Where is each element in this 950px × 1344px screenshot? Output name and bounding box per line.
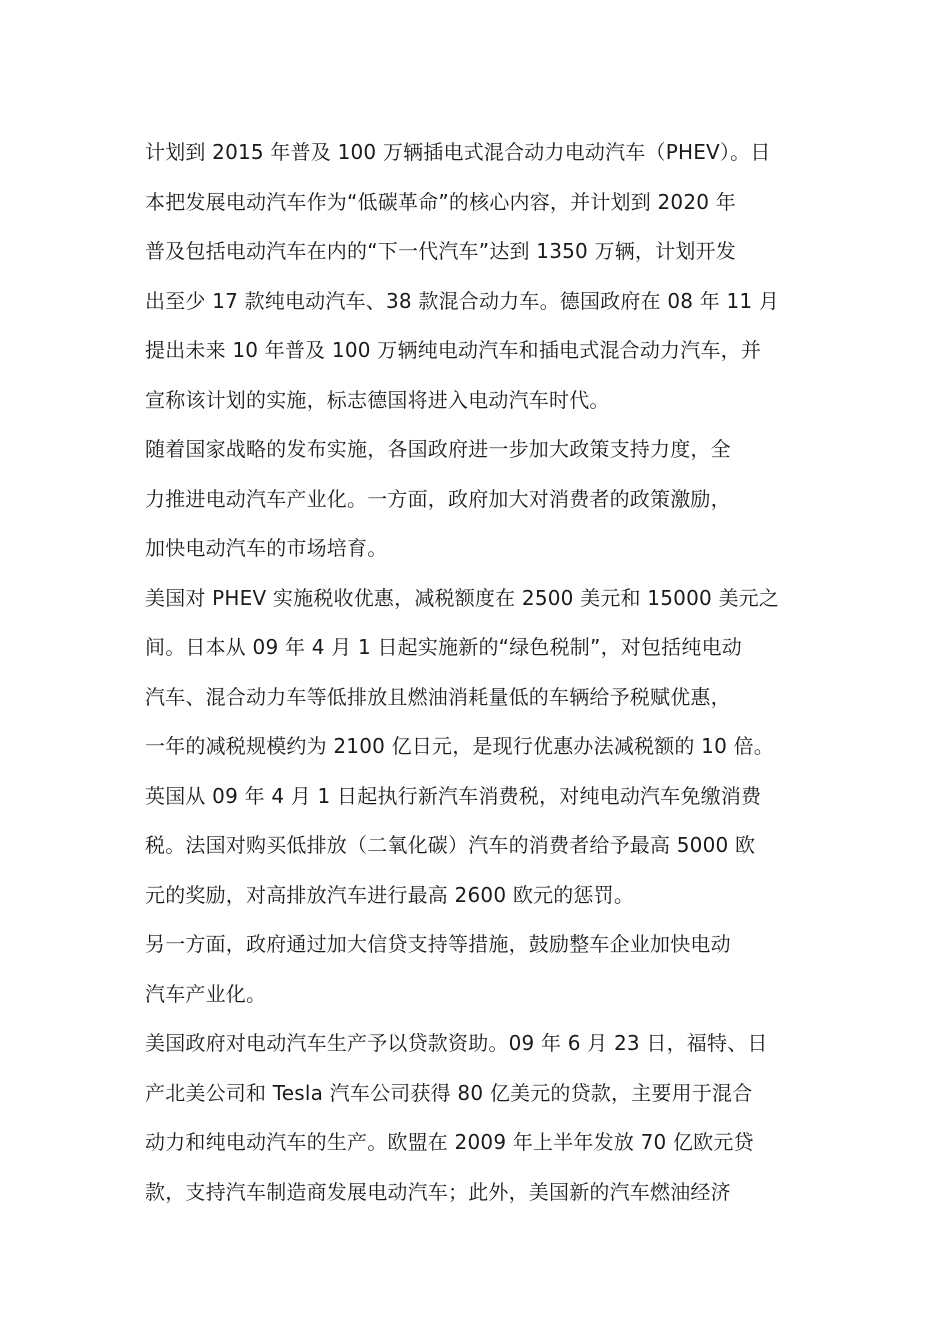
text-line: 美国政府对电动汽车生产予以贷款资助。09 年 6 月 23 日，福特、日	[145, 1031, 768, 1055]
text-line: 美国对 PHEV 实施税收优惠，减税额度在 2500 美元和 15000 美元之	[145, 585, 780, 610]
text-line: 英国从 09 年 4 月 1 日起执行新汽车消费税，对纯电动汽车免缴消费	[145, 783, 762, 808]
text-line: 力推进电动汽车产业化。一方面，政府加大对消费者的政策激励，	[145, 486, 731, 511]
text-line: 出至少 17 款纯电动汽车、38 款混合动力车。德国政府在 08 年 11 月	[145, 288, 780, 313]
text-line: 汽车、混合动力车等低排放且燃油消耗量低的车辆给予税赋优惠，	[145, 684, 731, 709]
text-line: 提出未来 10 年普及 100 万辆纯电动汽车和插电式混合动力汽车，并	[145, 338, 762, 362]
text-line: 产北美公司和 Tesla 汽车公司获得 80 亿美元的贷款，主要用于混合	[145, 1080, 753, 1105]
text-line: 款，支持汽车制造商发展电动汽车；此外，美国新的汽车燃油经济	[145, 1179, 731, 1204]
body-text	[145, 128, 835, 1217]
text-line: 本把发展电动汽车作为“低碳革命”的核心内容，并计划到 2020 年	[145, 189, 736, 214]
text-line: 计划到 2015 年普及 100 万辆插电式混合动力电动汽车（PHEV）。日	[145, 140, 771, 164]
text-line: 宣称该计划的实施，标志德国将进入电动汽车时代。	[145, 387, 610, 412]
text-line: 随着国家战略的发布实施，各国政府进一步加大政策支持力度，全	[145, 437, 731, 461]
text-line: 元的奖励，对高排放汽车进行最高 2600 欧元的惩罚。	[145, 882, 635, 907]
text-line: 动力和纯电动汽车的生产。欧盟在 2009 年上半年发放 70 亿欧元贷	[145, 1130, 754, 1154]
text-line: 一年的减税规模约为 2100 亿日元，是现行优惠办法减税额的 10 倍。	[145, 734, 774, 758]
text-line: 加快电动汽车的市场培育。	[145, 536, 388, 560]
text-line: 普及包括电动汽车在内的“下一代汽车”达到 1350 万辆，计划开发	[145, 239, 736, 263]
text-line: 汽车产业化。	[145, 981, 267, 1006]
text-line: 税。法国对购买低排放（二氧化碳）汽车的消费者给予最高 5000 欧	[145, 833, 756, 857]
text-line: 间。日本从 09 年 4 月 1 日起实施新的“绿色税制”，对包括纯电动	[145, 635, 742, 659]
text-line: 另一方面，政府通过加大信贷支持等措施，鼓励整车企业加快电动	[145, 932, 731, 956]
